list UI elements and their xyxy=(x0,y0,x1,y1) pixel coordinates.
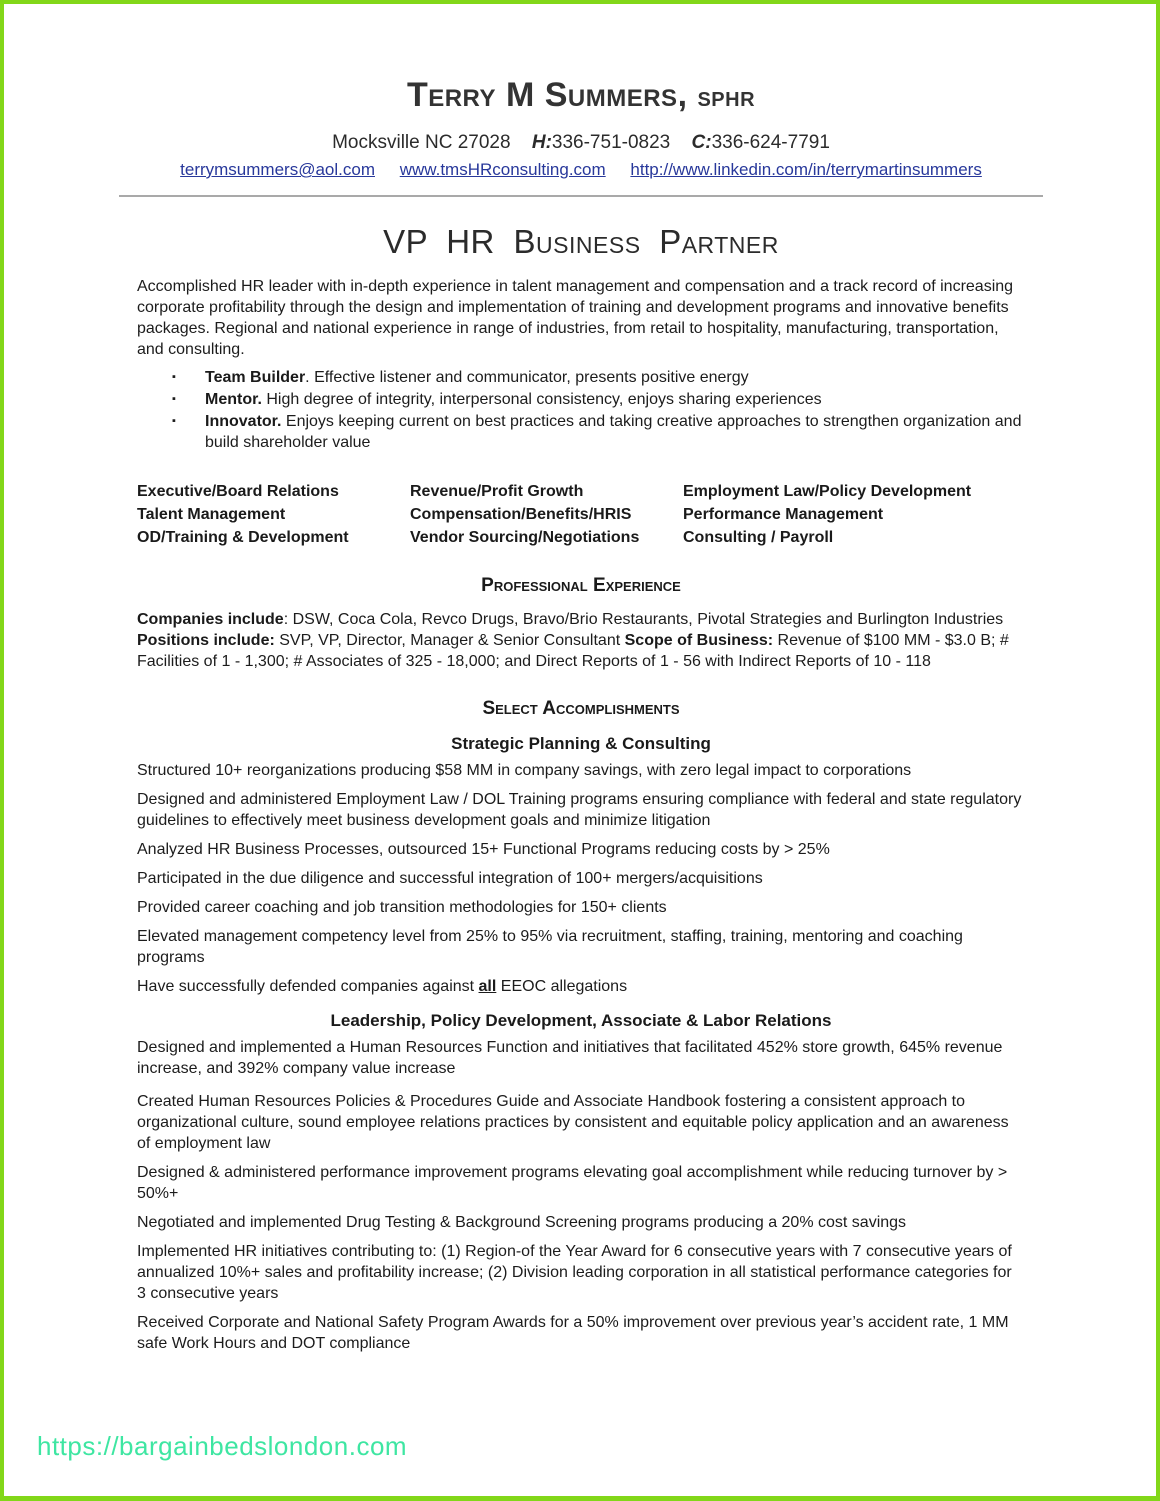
skill-item: Employment Law/Policy Development xyxy=(683,483,972,500)
positions-include-text: SVP, VP, Director, Manager & Senior Consultant xyxy=(274,632,625,649)
eeoc-text-pre: Have successfully defended companies against xyxy=(137,978,479,995)
linkedin-link[interactable]: http://www.linkedin.com/in/terrymartinsummers xyxy=(630,160,982,179)
website-link[interactable]: www.tmsHRconsulting.com xyxy=(399,160,606,179)
candidate-credential: SPHR xyxy=(697,89,756,111)
trait-bullet-list xyxy=(137,367,1025,453)
trait-bullet-team-builder xyxy=(172,367,1025,388)
contact-line xyxy=(137,132,1025,154)
skill-item: Compensation/Benefits/HRIS xyxy=(410,506,632,523)
accomplishment-item: Designed & administered performance improvement programs elevating goal accomplishment while reducing turnover by > 50%+ xyxy=(137,1164,1008,1202)
accomplishment-item: Created Human Resources Policies & Procedures Guide and Associate Handbook fostering a consistent approach to organizational culture, sound employee relations practices by consistent and equitable policy application and an awareness of employment law xyxy=(137,1093,1009,1152)
subsection-heading-leadership: Leadership, Policy Development, Associate & Labor Relations xyxy=(330,1011,832,1030)
accomplishment-item: Designed and implemented a Human Resources Function and initiatives that facilitated 452% store growth, 645% revenue increase, and 392% company value increase xyxy=(137,1039,1003,1077)
accomplishment-item: Designed and administered Employment Law / DOL Training programs ensuring compliance with federal and state regulatory guidelines to effectively meet business development goals and minimize litigation xyxy=(137,791,1022,829)
accomplishment-item-eeoc xyxy=(137,976,1025,997)
accomplishment-item: Participated in the due diligence and successful integration of 100+ mergers/acquisitions xyxy=(137,870,763,887)
home-phone: 336-751-0823 xyxy=(551,132,671,153)
accomplishment-item: Negotiated and implemented Drug Testing & Background Screening programs producing a 20% cost savings xyxy=(137,1214,907,1231)
home-phone-label: H: xyxy=(531,132,552,153)
companies-include-label: Companies include xyxy=(137,611,284,628)
accomplishment-item: Received Corporate and National Safety Program Awards for a 50% improvement over previous year’s accident rate, 1 MM safe Work Hours and DOT compliance xyxy=(137,1314,1009,1352)
scope-of-business-text: Revenue of $100 MM - $3.0 B; # Facilities of 1 - 1,300; # Associates of 325 - 18,000; and Direct Reports of 1 - 56 with Indirect Reports of 10 - 118 xyxy=(137,632,1009,670)
cell-phone-label: C: xyxy=(691,132,712,153)
accomplishment-item: Provided career coaching and job transition methodologies for 150+ clients xyxy=(137,899,667,916)
skill-item: Vendor Sourcing/Negotiations xyxy=(410,529,640,546)
square-bullet-icon: ▪ xyxy=(172,415,176,427)
skill-item: OD/Training & Development xyxy=(137,529,349,546)
scope-of-business-label: Scope of Business: xyxy=(624,632,774,649)
subsection-heading-strategic-planning: Strategic Planning & Consulting xyxy=(451,734,711,753)
accomplishment-item: Analyzed HR Business Processes, outsourced 15+ Functional Programs reducing costs by > 25% xyxy=(137,841,830,858)
skill-item: Consulting / Payroll xyxy=(683,529,834,546)
accomplishment-item: Implemented HR initiatives contributing to: (1) Region-of the Year Award for 6 consecutive years with 7 consecutive years of annualized 10%+ sales and profitability increase; (2) Division leading corporation in all statistical performance categories for 3 consecutive years xyxy=(137,1243,1012,1302)
positions-include-label: Positions include: xyxy=(137,632,275,649)
trait-text: Enjoys keeping current on best practices and taking creative approaches to strengthen organization and build shareholder value xyxy=(205,413,1022,451)
skill-item: Talent Management xyxy=(137,506,286,523)
accomplishment-item: Structured 10+ reorganizations producing $58 MM in company savings, with zero legal impact to corporations xyxy=(137,762,912,779)
links-line xyxy=(137,159,1025,180)
contact-location: Mocksville NC 27028 xyxy=(332,132,511,153)
trait-label: Team Builder xyxy=(205,369,306,386)
square-bullet-icon: ▪ xyxy=(172,393,176,405)
resume-title: VP HR Business Partner xyxy=(383,223,779,260)
header-divider xyxy=(119,195,1043,197)
eeoc-text-post: EEOC allegations xyxy=(496,978,628,995)
accomplishment-item: Elevated management competency level from 25% to 95% via recruitment, staffing, training, mentoring and coaching programs xyxy=(137,928,963,966)
section-heading-select-accomplishments: Select Accomplishments xyxy=(482,698,680,719)
candidate-name-line xyxy=(137,78,1025,117)
skill-item: Revenue/Profit Growth xyxy=(410,483,584,500)
skill-item: Executive/Board Relations xyxy=(137,483,339,500)
square-bullet-icon: ▪ xyxy=(172,371,176,383)
trait-text: . Effective listener and communicator, presents positive energy xyxy=(305,369,749,386)
trait-label: Mentor. xyxy=(205,391,262,408)
candidate-name: Terry M Summers, xyxy=(406,76,688,114)
summary-paragraph: Accomplished HR leader with in-depth experience in talent management and compensation and a track record of increasing corporate profitability through the design and implementation of training and development programs and innovative benefits packages. Regional and national experience in range of industries, from retail to hospitality, manufacturing, transportation, and consulting. xyxy=(137,278,1014,358)
trait-bullet-innovator xyxy=(172,411,1025,453)
resume-content xyxy=(4,4,1156,1354)
trait-bullet-mentor xyxy=(172,389,1025,410)
experience-summary-paragraph xyxy=(137,609,1025,672)
skill-item: Performance Management xyxy=(683,506,884,523)
email-link[interactable]: terrymsummers@aol.com xyxy=(180,160,375,179)
watermark-url: https://bargainbedslondon.com xyxy=(37,1431,408,1461)
eeoc-emphasis: all xyxy=(478,978,497,995)
skills-grid xyxy=(137,480,1025,549)
section-heading-professional-experience: Professional Experience xyxy=(481,575,681,596)
trait-label: Innovator. xyxy=(205,413,282,430)
cell-phone: 336-624-7791 xyxy=(711,132,830,153)
companies-include-text: : DSW, Coca Cola, Revco Drugs, Bravo/Brio Restaurants, Pivotal Strategies and Burlington Industries xyxy=(283,611,1004,628)
trait-text: High degree of integrity, interpersonal consistency, enjoys sharing experiences xyxy=(261,391,822,408)
